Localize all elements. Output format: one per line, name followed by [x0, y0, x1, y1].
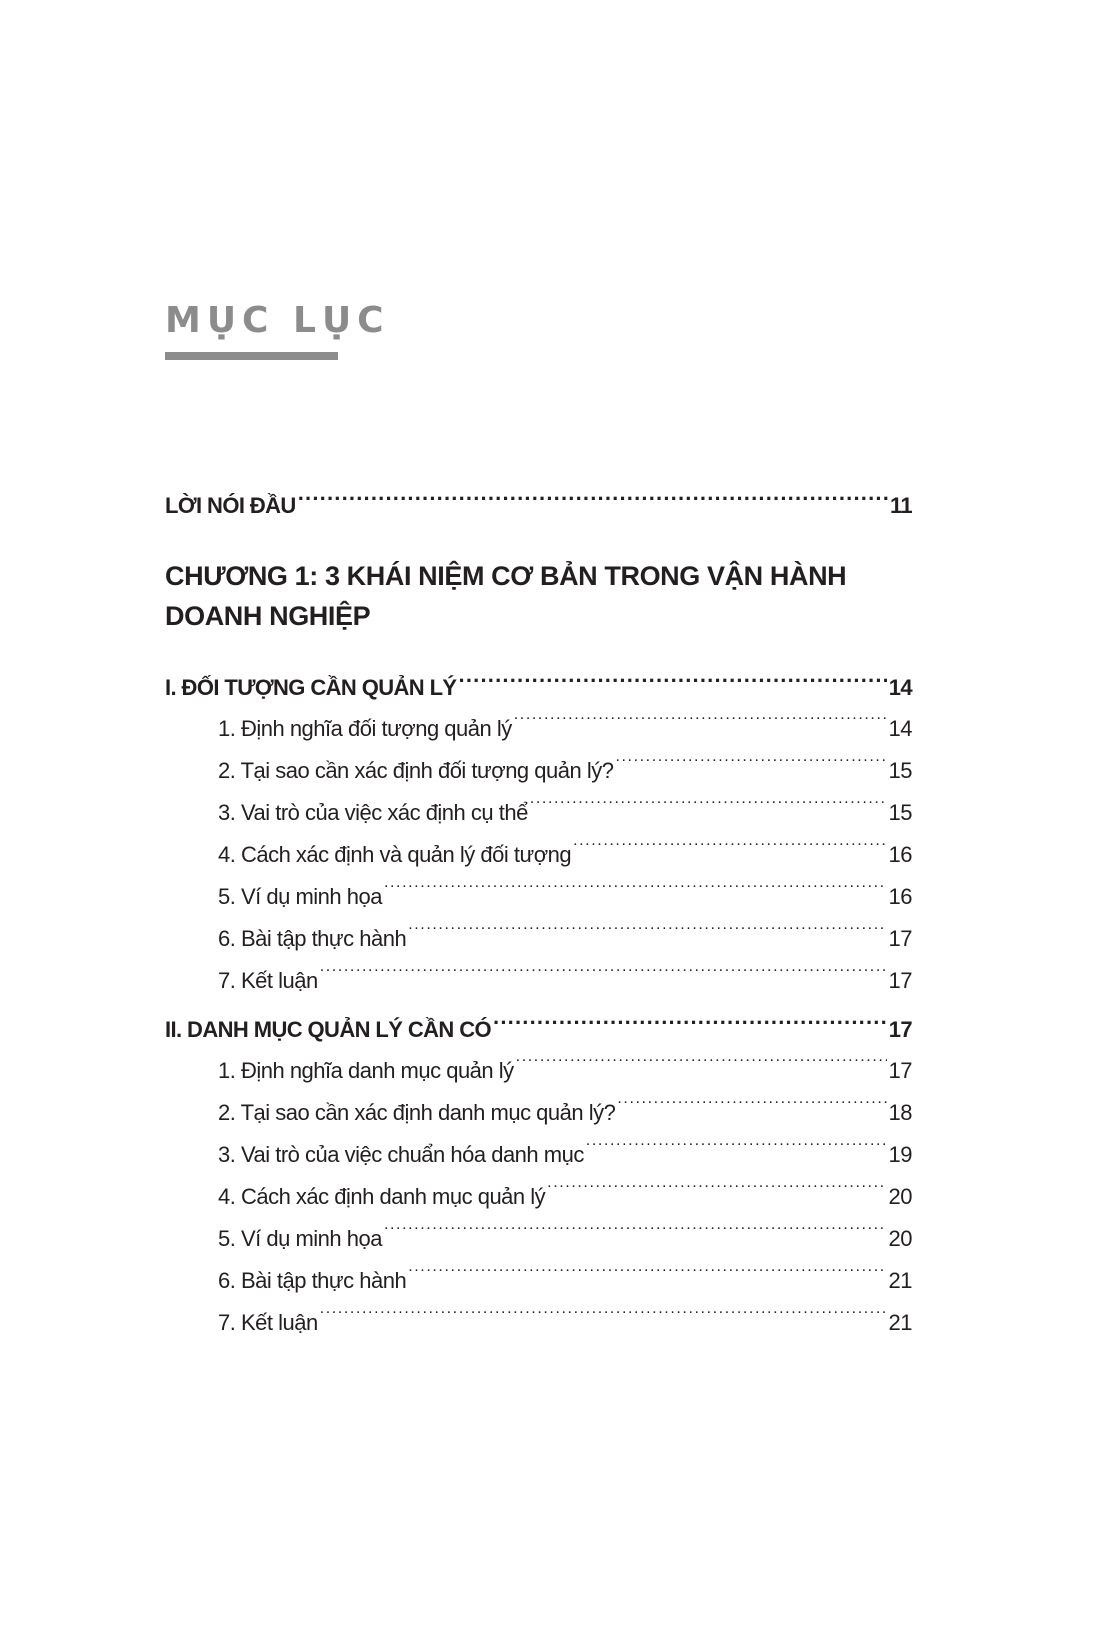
toc-subentry[interactable]	[165, 1134, 912, 1176]
dot-leader	[493, 1015, 887, 1037]
title-underline	[165, 352, 338, 360]
toc-entry-label: 7. Kết luận	[218, 1310, 318, 1335]
toc-subentry[interactable]	[165, 1092, 912, 1134]
dot-leader	[615, 756, 886, 778]
toc-entry-page: 19	[888, 1142, 912, 1167]
toc-entry-page: 17	[888, 1058, 912, 1083]
toc-entry-label: 5. Ví dụ minh họa	[218, 1226, 382, 1251]
toc-section-2	[165, 1010, 912, 1344]
toc-entry-page: 14	[888, 716, 912, 741]
toc-entry-page: 16	[888, 842, 912, 867]
toc-entry-page: 17	[888, 926, 912, 951]
chapter-title[interactable]	[165, 556, 912, 636]
dot-leader	[459, 673, 887, 695]
toc-section-1	[165, 668, 912, 1002]
toc-entry-page: 17	[888, 968, 912, 993]
toc-subentry[interactable]	[165, 750, 912, 792]
toc-entry-page: 21	[888, 1268, 912, 1293]
dot-leader	[617, 1098, 886, 1120]
toc-entry-label: 4. Cách xác định và quản lý đối tượng	[218, 842, 572, 867]
dot-leader	[298, 491, 888, 513]
toc-subentry[interactable]	[165, 960, 912, 1002]
toc-entry-page: 20	[888, 1184, 912, 1209]
toc-entry-label: 7. Kết luận	[218, 968, 318, 993]
toc-entry-label: II. DANH MỤC QUẢN LÝ CẦN CÓ	[165, 1017, 492, 1042]
toc-subentry[interactable]	[165, 1260, 912, 1302]
toc-subentry[interactable]	[165, 1176, 912, 1218]
toc-entry-label: I. ĐỐI TƯỢNG CẦN QUẢN LÝ	[165, 675, 457, 700]
toc-entry-page: 11	[889, 493, 912, 518]
toc-subentry[interactable]	[165, 1218, 912, 1260]
dot-leader	[586, 1140, 887, 1162]
toc-section-heading[interactable]	[165, 668, 912, 708]
toc-entry-page: 21	[888, 1310, 912, 1335]
dot-leader	[530, 798, 887, 820]
dot-leader	[547, 1182, 886, 1204]
toc-entry-page: 17	[888, 1017, 912, 1042]
toc-entry-label: 2. Tại sao cần xác định danh mục quản lý?	[218, 1100, 616, 1125]
toc-entry-page: 14	[888, 675, 912, 700]
toc-entry-preface[interactable]	[165, 486, 912, 526]
toc-entry-label: 3. Vai trò của việc chuẩn hóa danh mục	[218, 1142, 584, 1167]
toc-entry-label: 3. Vai trò của việc xác định cụ thể	[218, 800, 528, 825]
toc-entry-label: 2. Tại sao cần xác định đối tượng quản lý?	[218, 758, 614, 783]
dot-leader	[320, 966, 887, 988]
toc-entry-page: 15	[888, 758, 912, 783]
page-title: MỤC LỤC	[165, 300, 390, 341]
toc-subentry[interactable]	[165, 876, 912, 918]
toc-entry-label: 1. Định nghĩa danh mục quản lý	[218, 1058, 514, 1083]
toc-subentry[interactable]	[165, 792, 912, 834]
dot-leader	[408, 1266, 886, 1288]
toc-subentry[interactable]	[165, 1050, 912, 1092]
toc-entry-label: 6. Bài tập thực hành	[218, 1268, 407, 1293]
dot-leader	[514, 714, 887, 736]
toc-subentry[interactable]	[165, 918, 912, 960]
toc-subentry[interactable]	[165, 834, 912, 876]
toc-entry-label: 4. Cách xác định danh mục quản lý	[218, 1184, 546, 1209]
dot-leader	[384, 1224, 887, 1246]
table-of-contents	[165, 486, 912, 1344]
toc-section-heading[interactable]	[165, 1010, 912, 1050]
toc-entry-page: 15	[888, 800, 912, 825]
toc-entry-label: LỜI NÓI ĐẦU	[165, 493, 296, 518]
toc-subentry[interactable]	[165, 1302, 912, 1344]
toc-subentry[interactable]	[165, 708, 912, 750]
dot-leader	[320, 1308, 887, 1330]
toc-entry-label: 1. Định nghĩa đối tượng quản lý	[218, 716, 512, 741]
dot-leader	[384, 882, 887, 904]
toc-entry-label: 5. Ví dụ minh họa	[218, 884, 382, 909]
chapter-title-line-2: DOANH NGHIỆP	[165, 601, 371, 631]
dot-leader	[408, 924, 886, 946]
chapter-title-line-1: CHƯƠNG 1: 3 KHÁI NIỆM CƠ BẢN TRONG VẬN HÀNH	[165, 561, 847, 591]
toc-entry-page: 16	[888, 884, 912, 909]
toc-entry-page: 20	[888, 1226, 912, 1251]
toc-entry-label: 6. Bài tập thực hành	[218, 926, 407, 951]
dot-leader	[573, 840, 886, 862]
toc-entry-page: 18	[888, 1100, 912, 1125]
dot-leader	[516, 1056, 887, 1078]
